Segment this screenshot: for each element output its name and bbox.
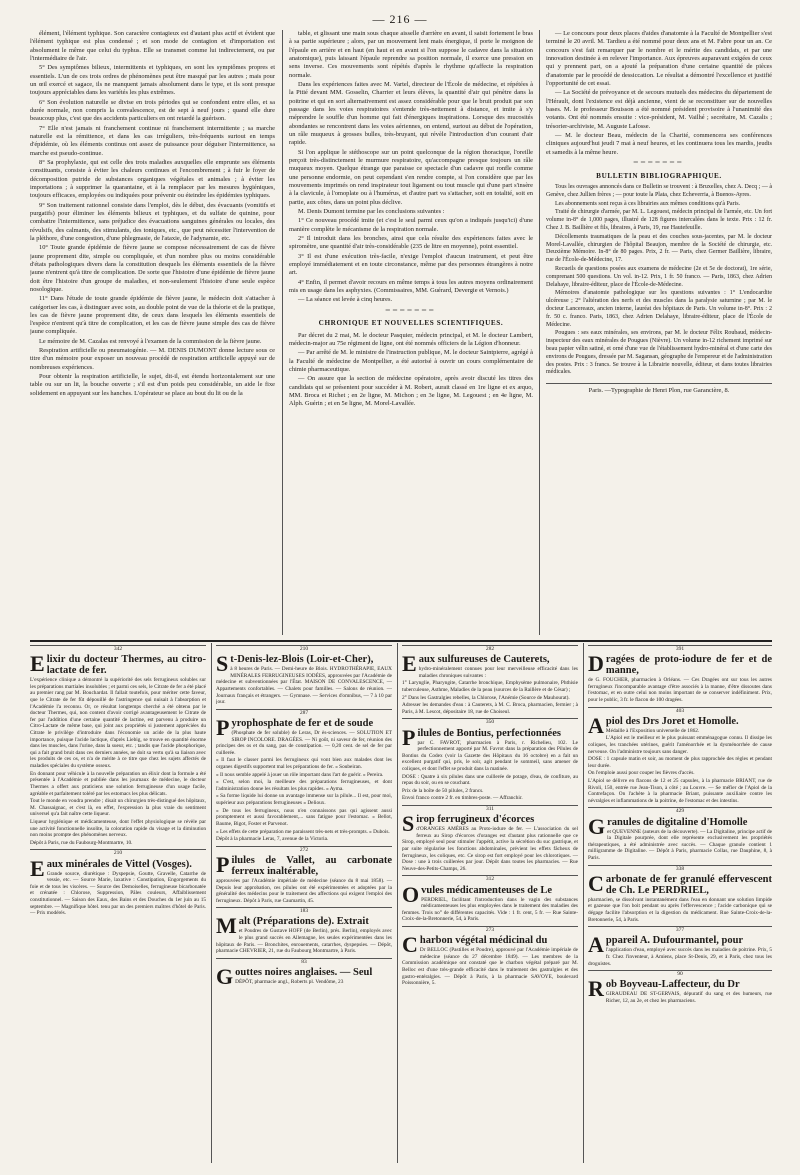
ad-number: 429 <box>588 807 772 815</box>
ad-body-text: « C'est, selon moi, la meilleure des préparations ferrugineuses, et dont l'administration donne les résultats les plus rapides. » Ayma. <box>216 779 392 792</box>
article-paragraph: 7° Elle n'est jamais ni franchement continue ni franchement intermittente ; sa marche naturelle est la rémittence, et dans les cas irréguliers, très-fréquents surtout en temps d'épidémie, où les éléments continus ont assez de puissance pour déguiser l'intermittence, sa marche est pseudo-continue. <box>30 124 275 157</box>
ad-title-text: aux sulfureuses de Cauterets, <box>418 654 550 666</box>
ad-title-text: ilules de Vallet, au carbonate ferreux inaltérable, <box>231 854 392 877</box>
ad-body-text: par C. FAVROT, pharmacien à Paris, r. Richelieu, 102. Le perfectionnement apporté par M. Favrot dans la préparation des Pilules de Bontius du Codex (voir la Gazette des Hôpitaux du 16 octobre) en a fait un excellent purgatif qui, pris, le soir, agit pendant le sommeil, sans amener de coliques, et dont l'effet se produit dans la matinée. <box>402 739 578 773</box>
ad-column-3 <box>402 643 578 1163</box>
ad-body-text: Liqueur hygiénique et médicamenteuse, dont l'effet physiologique se révèle par une activité fonctionnelle insolite, la coloration rapide du visage et la diminution non moins prompte des phénomènes nerveux. <box>30 818 206 839</box>
ad-body-text: On l'emploie aussi pour couper les fièvres d'accès. <box>588 770 695 777</box>
ad-body-text: DOSE : 1 capsule matin et soir, au moment de plus rapprochée des règles et pendant leur durée. <box>588 756 772 769</box>
ad-initial: O <box>402 881 420 907</box>
article-paragraph: 6° Son évolution naturelle se divise en trois périodes qui se confondent entre elles, et sa durée normale, non compris la convalescence, est de sept à neuf jours ; quand elle dure beaucoup plus, c'est que des accidents particuliers en ont retardé la guérison. <box>30 98 275 123</box>
ad-title <box>216 714 392 740</box>
ad-number: 183 <box>216 907 392 915</box>
ad-title-text: outtes noires anglaises. — Seul <box>235 967 373 979</box>
ad-body-text: Dépôt à la pharmacie Leras, 7, avenue de la Victoria. <box>216 836 329 843</box>
article-paragraph: — Par arrêté de M. le ministre de l'instruction publique, M. le docteur Saintpierre, agrégé à la Faculté de médecine de Montpellier, a été autorisé à ouvrir un cours complémentaire de chimie pharmaceutique. <box>289 349 533 373</box>
ad-body-text: Médaille à l'Exposition universelle de 1862. <box>605 727 700 734</box>
ad-body-text: « De tous les ferrugineux, nous n'en connaissons pas qui agissent aussi promptement et aussi favorablement,... sans fatigue pour l'estomac. » Bellot, Baume, Bigot, Foster et Parvenot. <box>216 807 392 827</box>
advertisement <box>216 958 392 990</box>
ad-body-text: « Les effets de cette préparation me paraissent très-nets et très-prompts. » Dubois. <box>216 828 390 835</box>
ad-title-text: yrophosphate de fer et de soude <box>231 717 374 729</box>
ad-initial: G <box>216 964 234 990</box>
article-paragraph: 3° Il est d'une exécution très-facile, n'exige l'emploi d'aucun instrument, et peut être employé immédiatement et en toute circonstance, même par des personnes étrangères à notre art. <box>289 252 533 277</box>
section-divider <box>30 640 772 642</box>
ad-number: 90 <box>588 970 772 978</box>
bibliography-entry: Traité de chirurgie d'armée, par M. L. Legouest, médecin principal de l'armée, etc. Un fort volume in-8° de 1,000 pages, illustré de 128 figures intercalées dans le texte. Prix : 12 fr. Chez J. B. Baillière et fils, libraires, à Paris, 19, rue Hautefeuille. <box>546 209 772 232</box>
ad-initial: E <box>30 855 45 881</box>
ad-column-4 <box>588 643 772 1163</box>
article-paragraph: 5° Des symptômes bilieux, intermittents et typhiques, en sont les symptômes propres et essentiels. L'un de ces trois ordres de phénomènes peut être masqué par les autres ; mais pour un œil exercé et sagace, ils ne manquent jamais absolument dans le type, et ils sont presque toujours appréciables dans les variétés les plus extrêmes. <box>30 64 275 97</box>
ad-title <box>588 813 772 839</box>
column-rule <box>211 643 212 1163</box>
article-paragraph: Par décret du 2 mai, M. le docteur Pasquier, médecin principal, et M. le docteur Lambert, médecin-major au 75e régiment de ligne, ont été nommés officiers de la Légion d'honneur. <box>289 331 533 347</box>
ad-number: 272 <box>216 846 392 854</box>
ad-number: 342 <box>30 645 206 653</box>
advertisement <box>402 875 578 923</box>
column-rule <box>282 30 283 635</box>
advertisement <box>402 645 578 715</box>
advertisement <box>588 865 772 924</box>
article-paragraph: 1° Ce nouveau procédé imite (et c'est le seul parmi ceux qu'on a indiqués jusqu'ici) d'une manière complète le mécanisme de la respiration normale. <box>289 217 533 233</box>
ad-title-text: piol des Drs Joret et Homolle. <box>605 715 739 727</box>
bibliography-entry: Pougues : ses eaux minérales, ses environs, par M. le docteur Félix Roubaud, médecin-inspecteur des eaux minérales de Pougues (Nièvre). Un volume in-12 richement imprimé sur beau papier vélin satiné, et orné d'une vue de l'établissement hydro-minéral et d'une carte des environs de Pougues, dressée par M. Sagansan, géographe de l'empereur et de l'administration des postes. Prix : 3 francs. Se trouve à la Librairie nouvelle, éditeur, et dans toutes librairies médicales. <box>546 330 772 376</box>
ad-body-text: Prix de la boîte de 50 pilules, 2 francs. <box>402 787 484 794</box>
ad-number: 210 <box>216 645 392 653</box>
ad-number: 377 <box>588 926 772 934</box>
advertisement <box>588 645 772 704</box>
ad-initial: A <box>588 712 604 738</box>
ad-body-text: et Poudres de Gustave HOFF (de Berlin), prés. Berlin), employés avec le plus grand succès en Allemagne, les seules expérimentées dans les hôpitaux de Paris. — Bronchites, enrouements, catarrhes, dyspepsies. — Dépôt, pharmacie CHEVRIER, 21, rue du Faubourg Montmartre, à Paris. <box>216 928 392 955</box>
ad-initial: C <box>588 870 604 896</box>
advertisement <box>588 926 772 967</box>
advertisement <box>588 807 772 861</box>
printer-imprint: Paris. —Typographie de Henri Plon, rue Garancière, 8. <box>546 383 772 395</box>
article-paragraph: 2° Il introduit dans les bronches, ainsi que cela résulte des expériences faites avec le spiromètre, une quantité d'air très-considérable (235 de litre en moyenne), point essentiel. <box>289 234 533 251</box>
ad-title <box>588 651 772 677</box>
ad-title-text: vules médicamenteuses de Le <box>421 884 553 896</box>
bibliography-entry: Recueils de questions posées aux examens de médecine (2e et 5e de doctorat), 1re série, comprenant 500 questions. Un vol. in-12. Prix, 1 fr. 50 franco. — Paris, 1863, chez Adrien Delahaye, libraire-éditeur, place de l'École-de-Médecine. <box>546 266 772 288</box>
article-column-right <box>546 30 772 638</box>
ad-body-text: Tout le monde en voudra prendre ; disait un chirurgien très-distingué des hôpitaux, M. Chassaignac, et c'est là, en effet, l'expression la plus vraie du sentiment universel qu'a fait naître cette liqueur. <box>30 798 206 818</box>
ad-title-text: irop ferrugineux d'écorces <box>416 814 535 826</box>
ad-title <box>216 651 392 677</box>
ad-body-text: hydro-minéralement connues pour leur merveilleuse efficacité dans les maladies chroniques suivantes : <box>418 666 578 679</box>
ad-body-text: 1° Larynglie, Pharyngite, Catarrhe bronchique, Emphysème pulmonaire, Phthisie tuberculeuse, Asthme, Maladies de la peau (sources de la Raillère et de César) ; <box>402 680 578 693</box>
article-paragraph: — La Société de prévoyance et de secours mutuels des médecins du département de l'Hérault, dont l'existence est déjà ancienne, vient de se reconstituer sur de nouvelles bases. M. le professeur Bouisson a été nommé président provisoire à l'unanimité des votants. Ont été nommés ensuite : vice-président, M. Vailhé ; secrétaire, M. Cazalis ; trésorier-archiviste, M. Auguste Lafosse. <box>546 89 772 130</box>
ad-body-text: L'expérience clinique a démontré la supériorité des sels ferrugineux solubles sur les préparations martiales insolubles ; et parmi ces sels, le Citrate de fer a été placé au premier rang par M. Bouchardat. Il fallait toutefois, pour mériter cette faveur, que le Citrate de fer fût dépouillé de l'astringence qui nuisait à l'absorption et l'Académie l'a reconnu. Or, ce résultat longtemps cherché a été obtenu par le docteur Thermes, qui, non content d'avoir corrigé avantageusement le Citrate de fer par l'addition d'une certaine quantité de lactine, est parvenu à produire un Citro-Lactate de même base, qui joint aux propriétés si justement appréciées du Citrate le privilège d'introduire dans l'économie un acide de la plus haute importance, puisque l'acide lactique, d'après Liebig, se trouve en quantité énorme dans les muscles, dans l'urine, dans la sueur, etc. ; tandis que l'acide phosphorique, qui a fait grand bruit dans ces derniers années, ne doit sa vertu qu'à sa liaison avec les produits de ces os, et n'a de mérite à ce titre que chez les sujets affectés de maladies spéciales du système osseux. <box>30 677 206 770</box>
ad-title <box>402 724 578 750</box>
ad-initial: S <box>402 811 415 837</box>
ad-body-text: d'ORANGES AMÈRES au Proto-iodure de fer. — L'association du sel ferreux au Sirop d'écorces d'oranges est d'autant plus rationnelle que ce Sirop, employé seul pour stimuler l'appétit, active la sécrétion du suc gastrique, et par suite régularise les fonctions abdominales, prévient les effets fâcheux de ferrugineux, les coliques, etc. Ce sirop est fort employé pour les chlorotiques. — Dose : une à trois cuillerées par jour. Dépôt dans toutes les pharmacies. — Rue Neuve-des-Petits-Champs, 26. <box>402 826 578 872</box>
article-paragraph: — On assure que la section de médecine opératoire, après avoir discuté les titres des candidats qui se présentent pour succéder à M. Robert, aurait classé en 1re ligne et ex æquo, MM. Broca et Richet ; en 2e ligne, M. Michon ; en 3e ligne, M. Legouest ; en 4e ligne, M. Alph. Guérin ; et en 5e ligne, M. Morel-Lavallée. <box>289 375 533 408</box>
bibliography-entry: Tous les ouvrages annoncés dans ce Bulletin se trouvent : à Bruxelles, chez A. Decq ; — à Genève, chez Jullien frères ; — pour toute la Plata, chez Echeverria, à Buenos-Ayres. <box>546 184 772 198</box>
ad-body-text: « Il faut le classer parmi les ferrugineux qui vont bien aux malades dont les organes digestifs supportent mal les préparations de fer. » Soubeiran. <box>216 757 392 771</box>
ad-title-text: ilules de Bontius, perfectionnées <box>417 727 561 739</box>
ad-title-text: ob Boyveau-Laffecteur, du Dr <box>605 979 740 991</box>
ad-body-text: GIRAUDEAU DE ST-GERVAIS, dépuratif du sang et des humeurs, rue Richer, 12, au 2e, et chez les pharmaciens. <box>605 991 772 1005</box>
column-rule <box>539 30 540 635</box>
ad-title <box>402 932 578 958</box>
ad-title-text: lixir du docteur Thermes, au citro-lactate de fer. <box>46 654 206 677</box>
ad-title <box>402 881 578 907</box>
section-heading: CHRONIQUE ET NOUVELLES SCIENTIFIQUES. <box>318 319 504 328</box>
ad-number: 338 <box>588 865 772 873</box>
ad-body-text: 2° Dans les Gastralgies rebelles, la Chlorose, l'Anémie (Source de Mauhourat). <box>402 694 570 701</box>
ad-title-text: ranules de digitaline d'Homolle <box>607 816 748 828</box>
article-paragraph: Respiration artificielle ou pneumatogénie. — M. DENIS DUMONT donne lecture sous ce titre d'un mémoire pour exposer un nouveau procédé de respiration artificielle appuyé sur de nombreuses expériences. <box>30 347 275 371</box>
ad-number: 287 <box>216 709 392 717</box>
column-rule <box>397 643 398 1163</box>
ad-title-text: arbonate de fer granulé effervescent de Ch. Le PERDRIEL, <box>605 873 772 896</box>
ornament-divider: ═══════ <box>633 159 685 166</box>
ad-body-text: Envoi franco contre 2 fr. en timbres-poste. — Affranchir. <box>402 795 523 802</box>
advertisement <box>402 805 578 872</box>
article-paragraph: 10° Toute grande épidémie de fièvre jaune se compose nécessairement de cas de fièvre jaune proprement dite, simple ou compliquée, et d'un nombre plus ou moins considérable d'états pathologiques divers dans la constitution desquels les éléments essentiels de la fièvre jaune n'entrent qu'à titre de complication. De sorte que l'histoire d'une épidémie de fièvre jaune doit être l'histoire d'un groupe de maladies, et non-seulement l'histoire d'une seule espèce nosologique. <box>30 244 275 293</box>
ad-title-text: aux minérales de Vittel (Vosges). <box>46 858 192 870</box>
ad-title <box>216 913 392 939</box>
article-column-left <box>30 30 275 638</box>
advertisement <box>216 709 392 843</box>
ad-body-text: approuvées par l'Académie impériale de médecine (séance du 8 mai 1858). — Depuis leur approbation, ces pilules ont été expérimentées et adoptées par la généralité des médecins pour le traitement des affections qui exigent l'emploi des ferrugineux. Dépôt à Paris, rue Caumartin, 45. <box>216 877 392 904</box>
article-paragraph: table, et glissant une main sous chaque aisselle d'arrière en avant, il saisit fortement le bras à sa partie supérieure ; alors, par un mouvement lent mais énergique, il porte le moignon de l'épaule en arrière et en haut (en haut et en avant si l'on suppose le cadavre dans la situation anatomique), puis laissant l'épaule reprendre sa position normale, il exerce une pression en sens inverse. Ces mouvements sont répétés d'après le rhythme qu'affecte la respiration normale. <box>289 30 533 79</box>
ad-title-text: harbon végétal médicinal du <box>419 935 548 947</box>
ad-body-text: PERDRIEL, facilitant l'introduction dans le vagin des substances médicamenteuses les plus employées dans le traitement des maladies des femmes. Trois no° de différentes capacités. Vide : 1 fr. cent, 5 fr. — Rue Sainte-Croix-de-la-Bretonnerie, 54, à Paris. <box>402 896 578 923</box>
ad-initial: R <box>588 976 604 1002</box>
ad-number: 311 <box>402 805 578 813</box>
bibliography-entry: Mémoires d'anatomie pathologique sur les questions suivantes : 1° L'endocardite ulcéreuse ; 2° l'altération des nerfs et des muscles dans la paralysie saturnine ; par M. le docteur Lancereaux, ancien interne, lauréat des hôpitaux de Paris. Un volume in-8°. Prix : 2 fr. 50 c. franco. Paris, 1863, chez Adrien Delahaye, libraire-éditeur, place de l'École de Médecine. <box>546 290 772 328</box>
article-paragraph: Le mémoire de M. Cazalas est renvoyé à l'examen de la commission de la fièvre jaune. <box>39 337 262 345</box>
article-paragraph: — M. le docteur Beau, médecin de la Charité, commencera ses conférences cliniques aujourd'hui jeudi 7 mai à neuf heures, et les continuera tous les mardis, jeudis et samedis à la même heure. <box>546 131 772 156</box>
ad-initial: P <box>216 851 230 877</box>
article-paragraph: M. Denis Dumont termine par les conclusions suivantes : <box>298 207 445 215</box>
ad-title <box>30 855 206 881</box>
advertisement <box>402 718 578 802</box>
article-paragraph: — Le concours pour deux places d'aides d'anatomie à la Faculté de Montpellier s'est terminé le 20 avril. M. Tardieu a été nommé pour deux ans et M. Fabre pour un an. Ce concours s'est fait remarquer par le nombre et le mérite des candidats, et par une innovation destinée à en relever l'importance. Aux épreuves auparavant exigées de ceux qui y prennent part, on a ajouté la préparation d'une certaine quantité de pièces d'anatomie par le procédé de dessiccation. Le résultat a démontré l'excellence et justifié l'opportunité de cet essai. <box>546 30 772 87</box>
ad-title <box>402 811 578 837</box>
section-heading: BULLETIN BIBLIOGRAPHIQUE. <box>596 171 722 180</box>
article-paragraph: élément, l'élément typhique. Son caractère contagieux est d'autant plus actif et évident que l'élément typhique est plus condensé ; et son mode de contagion et d'importation est absolument le même que celui du typhus. Elle se transmet comme lui indirectement, ou par l'intermédiaire de l'air. <box>30 30 275 62</box>
ad-initial: M <box>216 913 237 939</box>
ad-initial: G <box>588 813 606 839</box>
ad-number: 312 <box>402 875 578 883</box>
ad-number: 391 <box>588 645 772 653</box>
ad-initial: D <box>588 651 604 677</box>
ad-number: 282 <box>402 645 578 653</box>
ad-body-text: à 8 heures de Paris. — Demi-heure de Blois. HYDROTHÉRAPIE, EAUX MINÉRALES FERRUGINEUSES IODÉES, approuvées par l'Académie de médecine et subventionnées par l'État. MAISON DE CONVALESCENCE, — Appartements confortables. — Chalets pour familles. — Salons de réunion. — Journaux français et étrangers. — Gymnase. — Services d'omnibus, — 7 à 10 par jour. <box>216 666 392 706</box>
article-column-middle <box>289 30 533 638</box>
ad-title-text: ragées de proto-iodure de fer et de manne, <box>605 654 772 677</box>
ad-body-text: DÉPÔT, pharmacie angl., Roberts pl. Vendôme, 23 <box>235 979 344 986</box>
ad-number: 273 <box>402 926 578 934</box>
ad-body-text: (Phosphate de fer soluble) de Leras, Dr ès-sciences. — SOLUTION ET SIROP INCOLORE. DRAGÉES. — Ni goût, ni saveur de fer, réunion des principes des os et du sang, pas de constipation. — 0,20 cent. de sel de fer par cuillerée. <box>216 729 392 756</box>
ad-number: 350 <box>402 718 578 726</box>
article-paragraph: Pour obtenir la respiration artificielle, le sujet, dit-il, est étendu horizontalement sur une table ou sur un lit, la bouche ouverte ; s'il est d'un poids peu considérable, un aide le fixe solidement en appuyant sur les hanches. L'opérateur se place au bout du lit ou de la <box>30 373 275 397</box>
ad-initial: S <box>216 651 229 677</box>
ad-column-2 <box>216 643 392 1163</box>
ad-number: 403 <box>588 707 772 715</box>
ad-initial: P <box>216 714 230 740</box>
advertisement <box>216 645 392 706</box>
ad-initial: E <box>30 651 45 677</box>
advertisement <box>216 846 392 905</box>
ad-body-text: « Sa forme liquide lui donne un avantage immense sur la pilule... Il est, pour moi, supérieur aux préparations ferrugineuses » Delioux. <box>216 793 392 807</box>
ad-initial: P <box>402 724 416 750</box>
ad-body-text: L'Apiol est le meilleur et le plus puissant emménagogue connu. Il dissipe les coliques, les tranchées utérines, guérit l'aménorrhée et la dysménorrhée de cause nerveuse. On l'administre toujours sans danger. <box>588 735 772 755</box>
ad-body-text: de G. FOUCHER, pharmacien à Orléans. — Ces Dragées ont sur tous les autres ferrugineux l'incomparable avantage d'être associés à la manne, d'être dissoutes dans l'estomac, et en outre celui non moins important de se conserver indéfiniment. Prix, pour le public, 3 fr. le flacon de 100 dragées. <box>588 677 772 703</box>
ad-body-text: et QUEVENNE (auteurs de la découverte). — La Digitaline, principe actif de la Digitale pourprée, dont elle représente exclusivement les propriétés thérapeutiques, a été administrée avec succès. — Chaque granule contient 1 milligramme de Digitaline. — Dépôt à Paris, pharmacie Collas, rue Dauphine, 8, à Paris. <box>588 828 772 862</box>
advertisement <box>216 907 392 955</box>
ad-number: 210 <box>30 849 206 857</box>
column-rule <box>583 643 584 1163</box>
advertisement <box>588 707 772 805</box>
ad-body-text: En donnant pour véhicule à la nouvelle préparation un élixir dont la formule a été présentée à l'Académie et publiée dans les journaux de médecine, le docteur Thermes a offert aux praticiens une solution ferrugineuse d'un usage facile, agréable et parfaitement toléré par les estomacs les plus délicats. <box>30 770 206 797</box>
advertisement <box>588 970 772 1004</box>
ad-body-text: Dr BELLOC (Pastilles et Poudre), approuvé par l'Académie impériale de médecine (séance du 27 décembre 1849). — Les membres de la Commission académique ont constaté que le charbon végétal préparé par M. Belloc est d'une très-grande efficacité dans le traitement des gastralgies et des gastro-entéralgies. — Dépôt à Paris, à la pharmacie SAVOYE, boulevard Poissonnière, 5. <box>402 947 578 987</box>
page-number: — 216 — <box>372 12 428 26</box>
ad-initial: C <box>402 932 418 958</box>
article-paragraph: — La séance est levée à cinq heures. <box>298 296 393 304</box>
ad-body-text: DOSE : Quatre à six pilules dans une cuillerée de potage, d'eau, de confiture, au repas du soir, ou en se couchant. <box>402 773 578 787</box>
ad-body-text: Dépôt à Paris, rue du Faubourg-Montmartre, 10. <box>30 839 133 846</box>
ad-title-text: ppareil A. Dufourmantel, pour <box>605 935 744 947</box>
article-paragraph: 9° Son traitement rationnel consiste dans l'emploi, dès le début, des évacuants (vomitifs et purgatifs) pour éliminer les éléments bilieux et typhiques, et du sulfate de quinine, pour combattre l'intermittence, sans préjudice des évacuations sanguines générales ou locales, des révulsifs, des calmants, des stimulants, des toniques, etc., que peut nécessiter l'intervention de la pléthore, d'une congestion, d'une phlegmasie, de l'ataxie, de l'adynamie, etc. <box>30 201 275 242</box>
article-paragraph: 4° Enfin, il permet d'avoir recours en même temps à tous les autres moyens ordinairement mis en usage dans les asphyxies. (Commissaires, MM. Guérard, Devergie et Vernois.) <box>289 278 533 294</box>
ad-initial: A <box>588 932 604 958</box>
ad-body-text: pharmacien, se dissolvant instantanément dans l'eau en donnant une solution limpide et gazeuse que l'on boit pendant ou après l'effervescence ; l'acide carbonique qui se dégage facilite l'absorption et la digestion du médicament. Rue Sainte-Croix-de-la-Bretonnerie, 54, à Paris. <box>588 896 772 923</box>
ad-title <box>588 870 772 896</box>
ad-body-text: Grande source, diurétique : Dyspepsie, Goutte, Gravelle, Catarrhe de vessie, etc. — Source Marie, laxative : Constipation, Engorgements du foie et de tous les viscères. — Source des Demoiselles, ferrugineuse bicarbonatée et crénatée : Chlorose, Suppression, Pâles couleurs, Affaiblissement constitutionnel. — Saison des Eaux, des Bains et des Douches du 1er juin au 15 septembre. — Magnifique hôtel. tenu par un des premiers maîtres d'hôtel de Paris. — Prix modérés. <box>30 870 206 917</box>
ad-column-1 <box>30 643 206 1163</box>
advertisement <box>402 926 578 987</box>
ornament-divider: ═══════ <box>385 307 437 314</box>
bibliography-entry: Décollements traumatiques de la peau et des couches sous-jacentes, par M. le docteur Morel-Lavallée, chirurgien de l'hôpital Beaujon, membre de la Société de chirurgie, etc. Deuxième Mémoire. In-8° de 80 pages. Prix, 2 fr. — Paris, chez Germer Baillière, libraire, rue de l'École-de-Médecine, 17. <box>546 233 772 264</box>
ad-title-text: t-Denis-lez-Blois (Loir-et-Cher), <box>230 654 374 666</box>
advertisement <box>30 645 206 846</box>
article-paragraph: 11° Dans l'étude de toute grande épidémie de fièvre jaune, le médecin doit s'attacher à catégoriser les cas, à distinguer avec soin, au double point de vue de la théorie et de la pratique, les cas de fièvre jaune proprement dite, de ceux dans lesquels les éléments essentiels de l'espèce n'entrent qu'à titre de complication, et les cas de fièvre jaune simple des cas de fièvre jaune compliquée. <box>30 295 275 336</box>
ad-initial: E <box>402 651 417 677</box>
ad-title <box>216 851 392 877</box>
ad-body-text: l'application d'eau, employé avec succès dans les maladies de poitrine. Prix, 5 fr. Chez l'inventeur, à Amiens, place St-Denis, 29, et à Paris, chez tous les droguistes. <box>588 947 772 967</box>
ad-body-text: « Il nous semble appelé à jouer un rôle important dans l'art de guérir. » Pereira. <box>216 771 384 778</box>
ad-body-text: Adresser les demandes d'eau : à Cauterets, à M. C. Broca, pharmacien, fermier ; à Paris, à M. Lescot, dépositaire 18, rue de Choiseul. <box>402 702 578 715</box>
ad-number: 83 <box>216 958 392 966</box>
article-paragraph: Dans les expériences faites avec M. Vartel, directeur de l'École de médecine, et répétées à la Pitié devant MM. Gosselin, Charrier et leurs élèves, la quantité d'air qui pénètre dans la poitrine et qui en sort alternativement est assez considérable pour que le bruit produit par son passage dans les voies respiratoires s'entende très-nettement à distance, et imite à s'y méprendre le souffle d'un homme qui fait d'énergiques inspirations. Lorsque des mucosités abondantes se rencontrent dans les voies aériennes, on entend, surtout au début de l'opération, un râle muqueux à grosses bulles, très-bruyant, qui révèle l'introduction d'un courant d'air rapide. <box>289 80 533 147</box>
bibliography-entry: Les abonnements sont reçus à ces librairies aux mêmes conditions qu'à Paris. <box>555 200 741 207</box>
article-paragraph: 8° Sa prophylaxie, qui est celle des trois maladies auxquelles elle emprunte ses éléments constituants, consiste à éviter les chaleurs continues et l'encombrement ; à fuir le foyer de décomposition putride de substances organiques végétales et animales ; à éviter les importations ; à supprimer la quarantaine, et à la remplacer par les mesures hygiéniques, toujours efficaces, employées ou indiquées pour prévenir ou éteindre les épidémies typhiques. <box>30 158 275 200</box>
ad-title <box>30 651 206 677</box>
ad-body-text: L'Apiol se délivre en flacons de 12 et 25 capsules, à la pharmacie BRIANT, rue de Rivoli, 150, entrée rue Jean-Tison, à côté ; au Louvre. — Se méfier de l'Apiol de la Contrefaçon. On l'achète à la pharmacie Briant, puissante auxiliaire contre les névralgies et inflammations de la poitrine, de l'estomac et des intestins. <box>588 778 772 804</box>
ad-title-text: alt (Préparations de). Extrait <box>238 916 369 928</box>
advertisement <box>30 849 206 916</box>
article-paragraph: Si l'on applique le stéthoscope sur un point quelconque de la région thoracique, l'oreille perçoit très-distinctement le murmure respiratoire, qu'accompagne presque toujours un râle muqueux moyen. Quelque étrange que paraisse ce spectacle d'un cadavre qui ronfle comme une personne endormie, on peut cependant s'en rendre compte, si l'on considère que par les mouvements imprimés on rend inspirateur tout ligament ou tout muscle qui d'une part s'insère à la clavicule, à l'omoplate ou à l'humérus, et d'autre part va s'attacher, soit en totalité, soit en partie, aux côtes, dans un point plus déclive. <box>289 148 533 206</box>
